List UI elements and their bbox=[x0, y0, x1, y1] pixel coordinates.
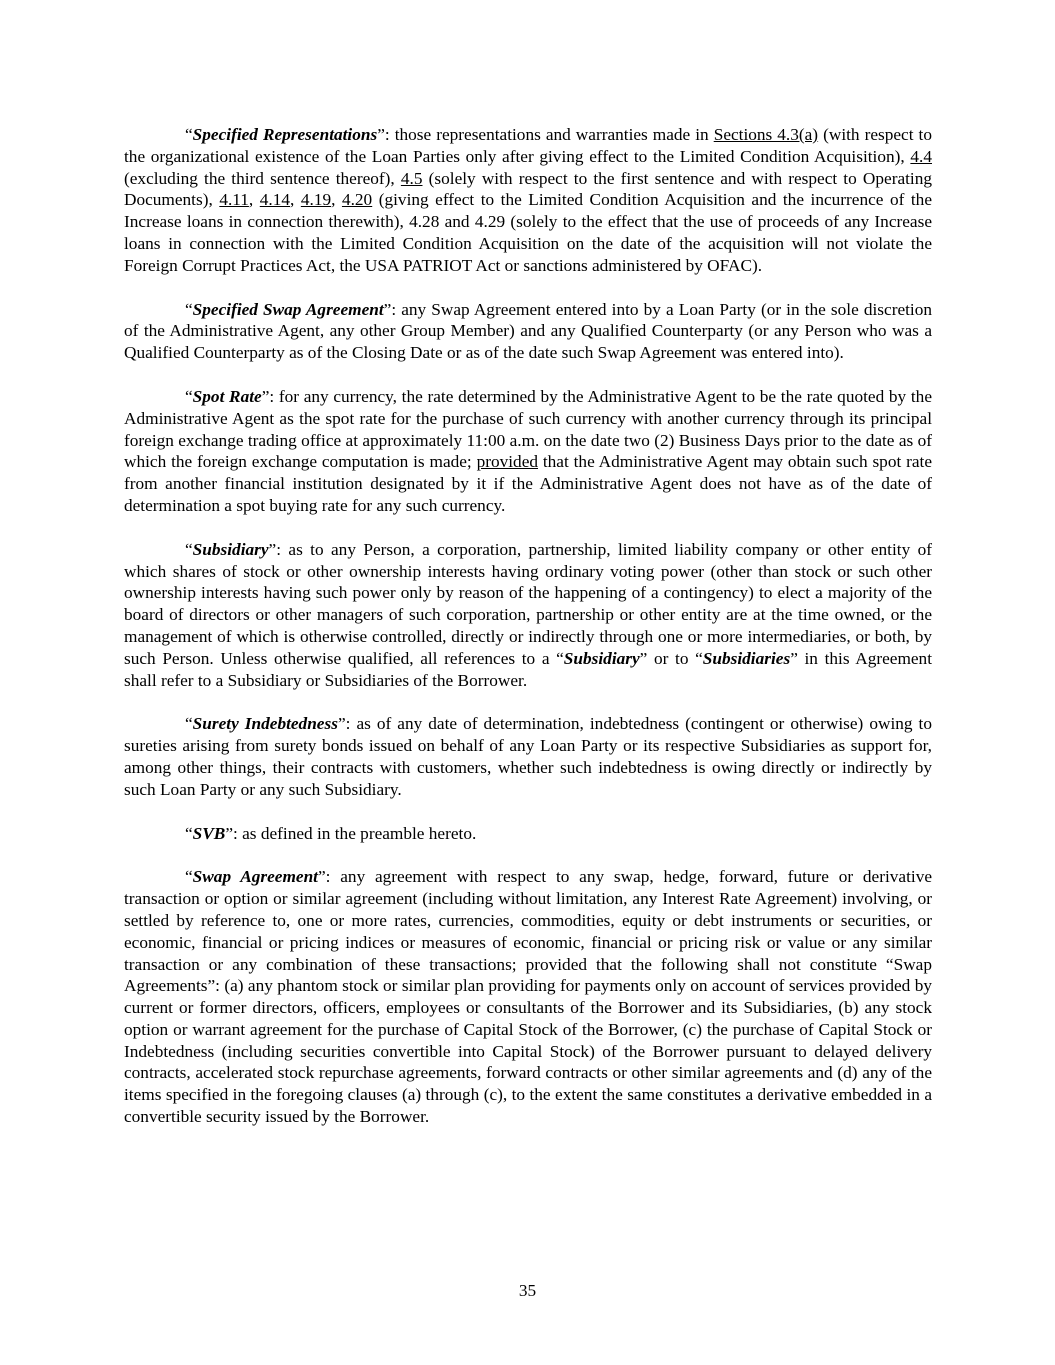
definition-subsidiary: “Subsidiary”: as to any Person, a corporation, partnership, limited liability company or other entity of which shares of stock or other ownership interests having ordinary voting power (other than stock or such other ownership interests having such power only by reason of the happening of a contingency) to elect a majority of the board of directors or other managers of such corporation, partnership or other entity are at the time owned, or the management of which is otherwise controlled, directly or indirectly through one or more intermediaries, or both, by such Person. Unless otherwise qualified, all references to a “Subsidiary” or to “Subsidiaries” in this Agreement shall refer to a Subsidiary or Subsidiaries of the Borrower. bbox=[124, 539, 933, 690]
defined-term: Specified Swap Agreement bbox=[192, 299, 384, 319]
section-reference: 4.5 bbox=[400, 168, 423, 188]
section-reference: 4.4 bbox=[910, 146, 932, 166]
defined-term-reference: Subsidiary bbox=[563, 648, 640, 668]
defined-term: Subsidiary bbox=[192, 539, 269, 559]
definition-swap-agreement: “Swap Agreement”: any agreement with respect to any swap, hedge, forward, future or derivative transaction or option or similar agreement (including without limitation, any Interest Rate Agreement) involving, or settled by reference to, one or more rates, currencies, commodities, equity or debt instruments or securities, or economic, financial or pricing indices or measures of economic, financial or pricing risk or value or any similar transaction or any combination of these transactions; provided that the following shall not constitute “Swap Agreements”: (a) any phantom stock or similar plan providing for payments only on account of services provided by current or former directors, officers, employees or consultants of the Borrower and its Subsidiaries, (b) any stock option or warrant agreement for the purchase of Capital Stock of the Borrower, (c) the purchase of Capital Stock or Indebtedness (including securities convertible into Capital Stock) of the Borrower pursuant to delayed delivery contracts, accelerated stock repurchase agreements, forward contracts or other similar agreements and (d) any of the items specified in the foregoing clauses (a) through (c), to the extent the same constitutes a derivative embedded in a convertible security issued by the Borrower. bbox=[124, 867, 932, 1127]
section-reference: Sections 4.3(a) bbox=[713, 125, 819, 144]
defined-term: Surety Indebtedness bbox=[192, 714, 338, 734]
section-reference: 4.11 bbox=[219, 190, 249, 210]
defined-term: Specified Representations bbox=[192, 125, 378, 144]
section-reference: 4.20 bbox=[341, 190, 373, 210]
definition-spot-rate: “Spot Rate”: for any currency, the rate determined by the Administrative Agent to be the rate quoted by the Administrative Agent as the spot rate for the purchase of such currency with another currency through its principal foreign exchange trading office at approximately 11:00 a.m. on the date two (2) Business Days prior to the date as of which the foreign exchange computation is made; provided that the Administrative Agent may obtain such spot rate from another financial institution designated by it if the Administrative Agent does not have as of the date of determination a spot buying rate for any such currency. bbox=[124, 386, 933, 515]
definition-svb: “SVB”: as defined in the preamble hereto. bbox=[185, 823, 477, 843]
document-body bbox=[124, 124, 932, 1150]
page-number: 35 bbox=[518, 1281, 537, 1300]
defined-term: SVB bbox=[192, 823, 226, 843]
defined-term-reference: Subsidiaries bbox=[702, 648, 791, 668]
definition-specified-swap-agreement: “Specified Swap Agreement”: any Swap Agreement entered into by a Loan Party (or in the sole discretion of the Administrative Agent, any other Group Member) and any Qualified Counterparty (or any Person who was a Qualified Counterparty as of the Closing Date or as of the date such Swap Agreement was entered into). bbox=[124, 299, 933, 363]
provided-emphasis: provided bbox=[476, 452, 539, 472]
section-reference: 4.19 bbox=[300, 190, 332, 210]
section-reference: 4.14 bbox=[259, 190, 291, 210]
defined-term: Swap Agreement bbox=[192, 867, 318, 887]
defined-term: Spot Rate bbox=[192, 386, 262, 406]
definition-specified-representations: “Specified Representations”: those representations and warranties made in Sections 4.3(a) (with respect to the organizational existence of the Loan Parties only after giving effect to the Limited Condition Acquisition), 4.4 (excluding the third sentence thereof), 4.5 (solely with respect to the first sentence and with respect to Operating Documents), 4.11, 4.14, 4.19, 4.20 (giving effect to the Limited Condition Acquisition and the incurrence of the Increase loans in connection therewith), 4.28 and 4.29 (solely to the effect that the use of proceeds of any Increase loans in connection with the Limited Condition Acquisition on the date of the acquisition will not violate the Foreign Corrupt Practices Act, the USA PATRIOT Act or sanctions administered by OFAC). bbox=[124, 125, 932, 275]
definition-surety-indebtedness: “Surety Indebtedness”: as of any date of determination, indebtedness (contingent or otherwise) owing to sureties arising from surety bonds issued on behalf of any Loan Party or its respective Subsidiaries as support for, among other things, their contracts with customers, whether such indebtedness is owing directly or indirectly by such Loan Party or any such Subsidiary. bbox=[124, 714, 932, 799]
